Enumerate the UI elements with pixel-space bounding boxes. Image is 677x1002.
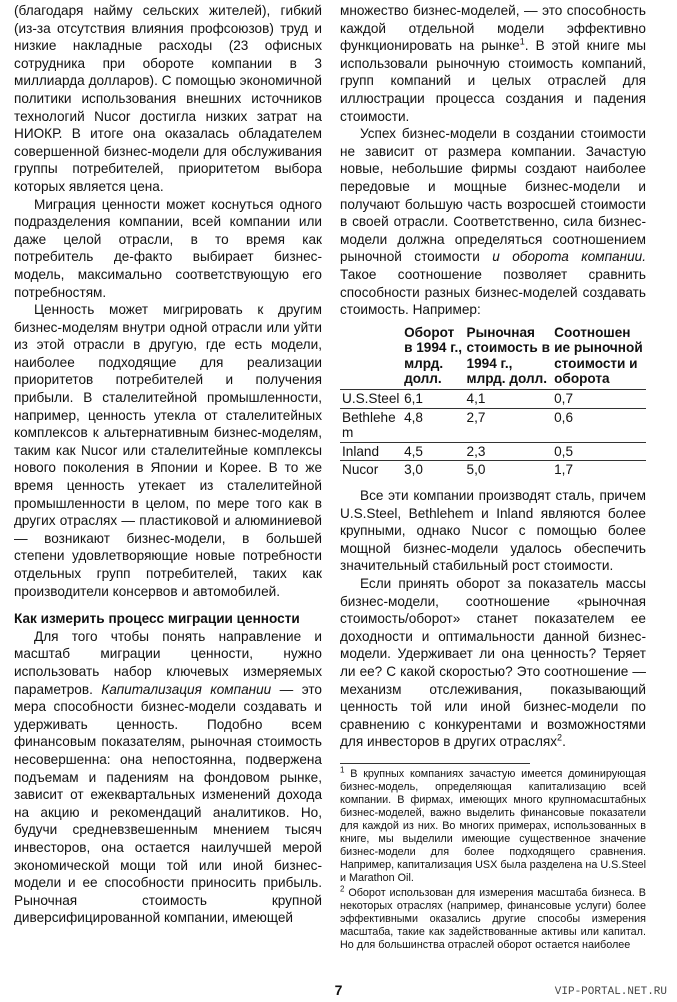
section-heading: Как измерить процесс миграции ценности [14,611,300,627]
comparison-table [340,325,646,479]
text-span: множество бизнес-моделей, — это способность каждой отдельной модели эффективно функционировать на рынке [340,3,646,54]
table-row [340,408,646,442]
table-header: Оборот в 1994 г., млрд. долл. [402,325,464,390]
table-header: Соотношен ие рыночной стоимости и оборота [552,325,646,390]
table-cell: U.S.Steel [340,390,402,409]
paragraph [340,2,646,125]
table-cell: 0,7 [552,390,646,409]
text-span: . В этой книге мы использовали рыночную стоимость компаний, групп компаний и целых отраслей для иллюстрации процесса создания и падения стоимости. [340,38,647,124]
table-cell: 2,7 [465,408,553,442]
footnote-divider [340,763,530,764]
italic-term: и оборота компании. [492,249,646,265]
footnote [340,765,646,885]
table-row [340,461,646,479]
paragraph [340,125,646,319]
paragraph: (благодаря найму сельских жителей), гибкий (из-за отсутствия влияния профсоюзов) труд и низкие накладные расходы (23 офисных сотрудника при обороте компании в 3 миллиарда долларов). С помощью экономичной политики использования внешних источников технологий Nucor достигла низких затрат на НИОКР. В итоге она оказалась обладателем совершенной бизнес-модели для обслуживания группы потребителей, приоритетом выбора которых является цена. [14,3,322,194]
table-header [340,325,402,390]
footnote-text: Оборот использован для измерения масштаба бизнеса. В некоторых отраслях (например, финансовые услуги) более эффективными оказались другие способы измерения масштаба, такие как задействованные активы или капитал. Но для большинства отраслей оборот остается наиболее [340,886,647,951]
paragraph: Все эти компании производят сталь, причем U.S.Steel, Bethlehem и Inland являются более крупными, однако Nucor с помощью более мощной бизнес-модели удалось обеспечить значительный стабильный рост стоимости. [340,488,646,574]
table-header-row [340,325,646,390]
footnotes [340,763,646,952]
text-span: Для того чтобы понять направление и масштаб миграции ценности, нужно использовать набор ключевых измеряемых параметров. [14,628,322,697]
table-row [340,442,646,461]
table-header: Рыночная стоимость в 1994 г., млрд. долл. [465,325,553,390]
watermark: VIP-PORTAL.NET.RU [554,986,667,998]
left-column [14,2,322,927]
footnote-ref[interactable]: 1 [519,36,525,47]
table-cell: Inland [340,442,402,461]
table-cell: 4,8 [402,408,464,442]
paragraph [340,575,646,751]
table-cell: 1,7 [552,461,646,479]
footnote-mark: 1 [340,765,345,775]
text-span: — это мера способности бизнес-модели создавать и удерживать ценность. Подобно всем финансовым показателям, рыночная стоимость несовершенна: она непостоянна, подвержена подъемам и падениям на фондовом рынке, зависит от ежеквартальных изменений дохода на акцию и рекомендаций аналитиков. Но, будучи средневзвешенным мнением тысяч инвесторов, она остается наилучшей мерой экономической мощи той или иной бизнес-модели и ее способности приносить прибыль. Рыночная стоимость крупной диверсифицированной компании, имеющей [14,681,322,926]
footnote [340,884,647,952]
table-cell: 4,5 [402,442,464,461]
right-column [340,2,646,952]
table-cell: 6,1 [402,390,464,409]
table-cell: 0,5 [552,442,646,461]
text-span: . [562,734,566,750]
table-cell: 3,0 [402,461,464,479]
table-cell: 5,0 [465,461,553,479]
table-row [340,390,646,409]
table-cell: Bethlehe m [340,408,402,442]
paragraph: Ценность может мигрировать к другим бизнес-моделям внутри одной отрасли или уйти из этой отрасли в другую, где есть модели, наиболее подходящие для реализации приоритетов потребителей и получения прибыли. В сталелитейной промышленности, например, ценность утекла от сталелитейных комплексов к альтернативным бизнес-моделям, таким как Nucor или сталелитейные комплексы нового поколения в Японии и Корее. В то же время ценность утекает из сталелитейной промышленности в целом, по мере того как в других отраслях — пластиковой и алюминиевой — возникают бизнес-модели, в большей степени удовлетворяющие новые потребности отдельных групп потребителей, таких как производители консервов и автомобилей. [14,302,322,599]
table-cell: 2,3 [465,442,553,461]
text-span: Такое соотношение позволяет сравнить способности разных бизнес-моделей создавать стоимость. Например: [340,266,646,318]
paragraph: Миграция ценности может коснуться одного подразделения компании, всей компании или даже целой отрасли, в то время как потребитель де-факто выбирает бизнес-модель, максимально соответствующую его потребностям. [14,196,322,300]
italic-term: Капитализация компании [101,681,272,697]
table-cell: 0,6 [552,408,646,442]
text-span: Успех бизнес-модели в создании стоимости не зависит от размера компании. Зачастую новые, небольшие фирмы создают наиболее передовые и мощные бизнес-модели и получают большую часть возросшей стоимости в своей отрасли. Соответственно, сила бизнес-модели должна определяться соотношением рыночной стоимости [340,126,646,265]
footnote-text: В крупных компаниях зачастую имеется доминирующая бизнес-модель, определяющая капитализацию всей компании. В фирмах, имеющих много крупномасштабных бизнес-моделей, важно выделить финансовые показатели для каждой из них. Во многих примерах, использованных в книге, мы выделили имеющие существенное значение бизнес-модели для более подходящего сравнения. Например, капитализация USX была разделена на U.S.Steel и Marathon Oil. [340,767,646,884]
table-cell: 4,1 [465,390,553,409]
text-span: Если принять оборот за показатель массы бизнес-модели, соотношение «рыночная стоимость/оборот» станет показателем ее доходности и оптимальности данной бизнес-модели. Удерживает ли она ценность? Теряет ли ее? С какой скоростью? Это соотношение — механизм отслеживания, показывающий ценность той или иной бизнес-модели по сравнению с конкурентами и возможностями для инвесторов в других отраслях [340,576,646,750]
data-table-wrapper [340,325,646,479]
footnote-ref[interactable]: 2 [557,732,563,743]
page-number: 7 [334,982,343,998]
footnote-mark: 2 [340,884,345,894]
paragraph [14,628,322,927]
table-cell: Nucor [340,461,402,479]
